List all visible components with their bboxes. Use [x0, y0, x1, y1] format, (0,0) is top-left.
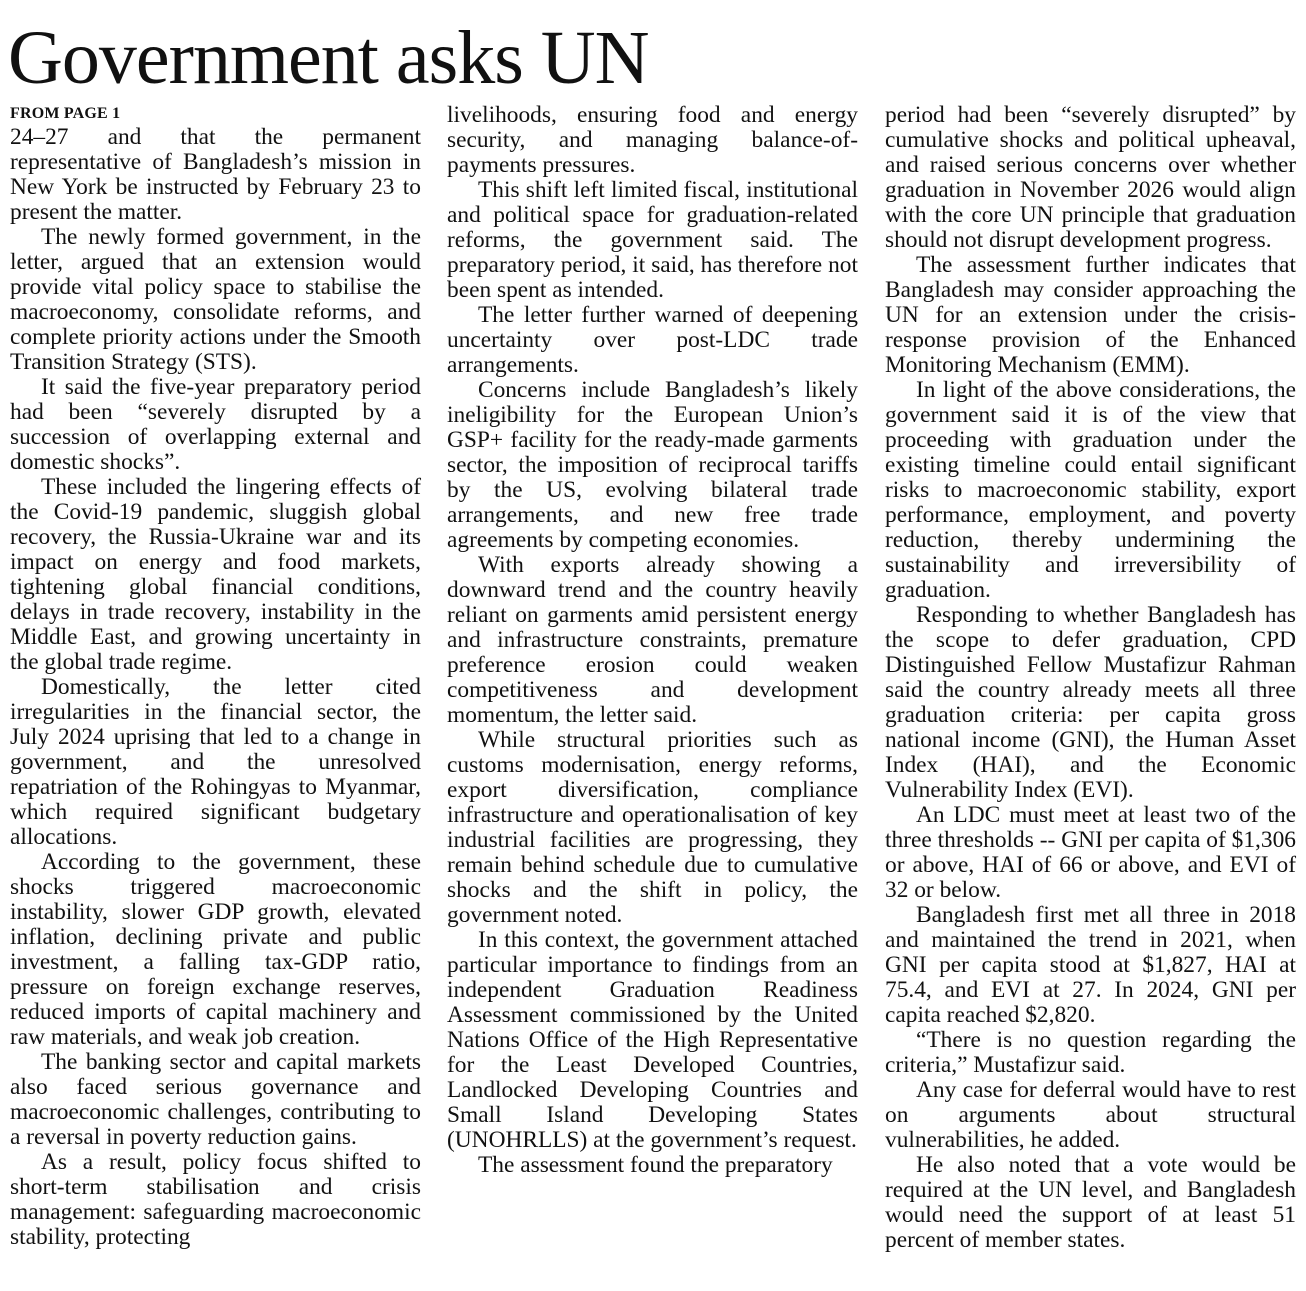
paragraph: An LDC must meet at least two of the three thresholds -- GNI per capita of $1,306 or above, HAI of 66 or above, and EVI of 32 or below. [885, 802, 1296, 903]
paragraph: According to the government, these shocks triggered macroeconomic instability, slower GDP growth, elevated inflation, declining private and public investment, a falling tax-GDP ratio, pressure on foreign exchange reserves, reduced imports of capital machinery and raw materials, and weak job creation. [10, 849, 421, 1050]
paragraph: The letter further warned of deepening uncertainty over post-LDC trade arrangements. [447, 302, 858, 378]
paragraph: As a result, policy focus shifted to short-term stabilisation and crisis management: safeguarding macroeconomic stability, protecting [10, 1149, 421, 1250]
paragraph: Any case for deferral would have to rest on arguments about structural vulnerabilities, he added. [885, 1077, 1296, 1153]
paragraph: The banking sector and capital markets also faced serious governance and macroeconomic challenges, contributing to a reversal in poverty reduction gains. [10, 1049, 421, 1150]
paragraph: The newly formed government, in the letter, argued that an extension would provide vital policy space to stabilise the macroeconomy, consolidate reforms, and complete priority actions under the Smooth Transition Strategy (STS). [10, 224, 421, 375]
paragraph: This shift left limited fiscal, institutional and political space for graduation-related reforms, the government said. The preparatory period, it said, has therefore not been spent as intended. [447, 177, 858, 303]
paragraph: Bangladesh first met all three in 2018 and maintained the trend in 2021, when GNI per capita stood at $1,827, HAI at 75.4, and EVI at 27. In 2024, GNI per capita reached $2,820. [885, 902, 1296, 1028]
paragraph: “There is no question regarding the criteria,” Mustafizur said. [885, 1027, 1296, 1078]
paragraph: While structural priorities such as customs modernisation, energy reforms, export diversification, compliance infrastructure and operationalisation of key industrial facilities are progressing, they remain behind schedule due to cumulative shocks and the shift in policy, the government noted. [447, 727, 858, 928]
article-column-2 [447, 103, 858, 1178]
paragraph: Concerns include Bangladesh’s likely ineligibility for the European Union’s GSP+ facility for the ready-made garments sector, the imposition of reciprocal tariffs by the US, evolving bilateral trade arrangements, and new free trade agreements by competing economies. [447, 377, 858, 553]
paragraph: 24–27 and that the permanent representative of Bangladesh’s mission in New York be instructed by February 23 to present the matter. [10, 124, 421, 225]
kicker-from-page-1: FROM PAGE 1 [10, 105, 121, 122]
paragraph: period had been “severely disrupted” by cumulative shocks and political upheaval, and raised serious concerns over whether graduation in November 2026 would align with the core UN principle that graduation should not disrupt development progress. [885, 102, 1296, 253]
paragraph: In this context, the government attached particular importance to findings from an independent Graduation Readiness Assessment commissioned by the United Nations Office of the High Representative for the Least Developed Countries, Landlocked Developing Countries and Small Island Developing States (UNOHRLLS) at the government’s request. [447, 927, 858, 1153]
paragraph: Responding to whether Bangladesh has the scope to defer graduation, CPD Distinguished Fellow Mustafizur Rahman said the country already meets all three graduation criteria: per capita gross national income (GNI), the Human Asset Index (HAI), and the Economic Vulnerability Index (EVI). [885, 602, 1296, 803]
paragraph: These included the lingering effects of the Covid-19 pandemic, sluggish global recovery, the Russia-Ukraine war and its impact on energy and food markets, tightening global financial conditions, delays in trade recovery, instability in the Middle East, and growing uncertainty in the global trade regime. [10, 474, 421, 675]
article-column-3 [885, 103, 1296, 1253]
paragraph: livelihoods, ensuring food and energy security, and managing balance-of-payments pressures. [447, 102, 858, 178]
article-column-1 [10, 103, 421, 1250]
paragraph: It said the five-year preparatory period had been “severely disrupted by a succession of overlapping external and domestic shocks”. [10, 374, 421, 475]
headline: Government asks UN [8, 16, 649, 100]
paragraph: With exports already showing a downward trend and the country heavily reliant on garments amid persistent energy and infrastructure constraints, premature preference erosion could weaken competitiveness and development momentum, the letter said. [447, 552, 858, 728]
paragraph: The assessment found the preparatory [478, 1152, 833, 1178]
paragraph: Domestically, the letter cited irregularities in the financial sector, the July 2024 uprising that led to a change in government, and the unresolved repatriation of the Rohingyas to Myanmar, which required significant budgetary allocations. [10, 674, 421, 850]
paragraph: The assessment further indicates that Bangladesh may consider approaching the UN for an extension under the crisis-response provision of the Enhanced Monitoring Mechanism (EMM). [885, 252, 1296, 378]
paragraph: He also noted that a vote would be required at the UN level, and Bangladesh would need the support of at least 51 percent of member states. [885, 1152, 1296, 1253]
paragraph: In light of the above considerations, the government said it is of the view that proceeding with graduation under the existing timeline could entail significant risks to macroeconomic stability, export performance, employment, and poverty reduction, thereby undermining the sustainability and irreversibility of graduation. [885, 377, 1296, 603]
